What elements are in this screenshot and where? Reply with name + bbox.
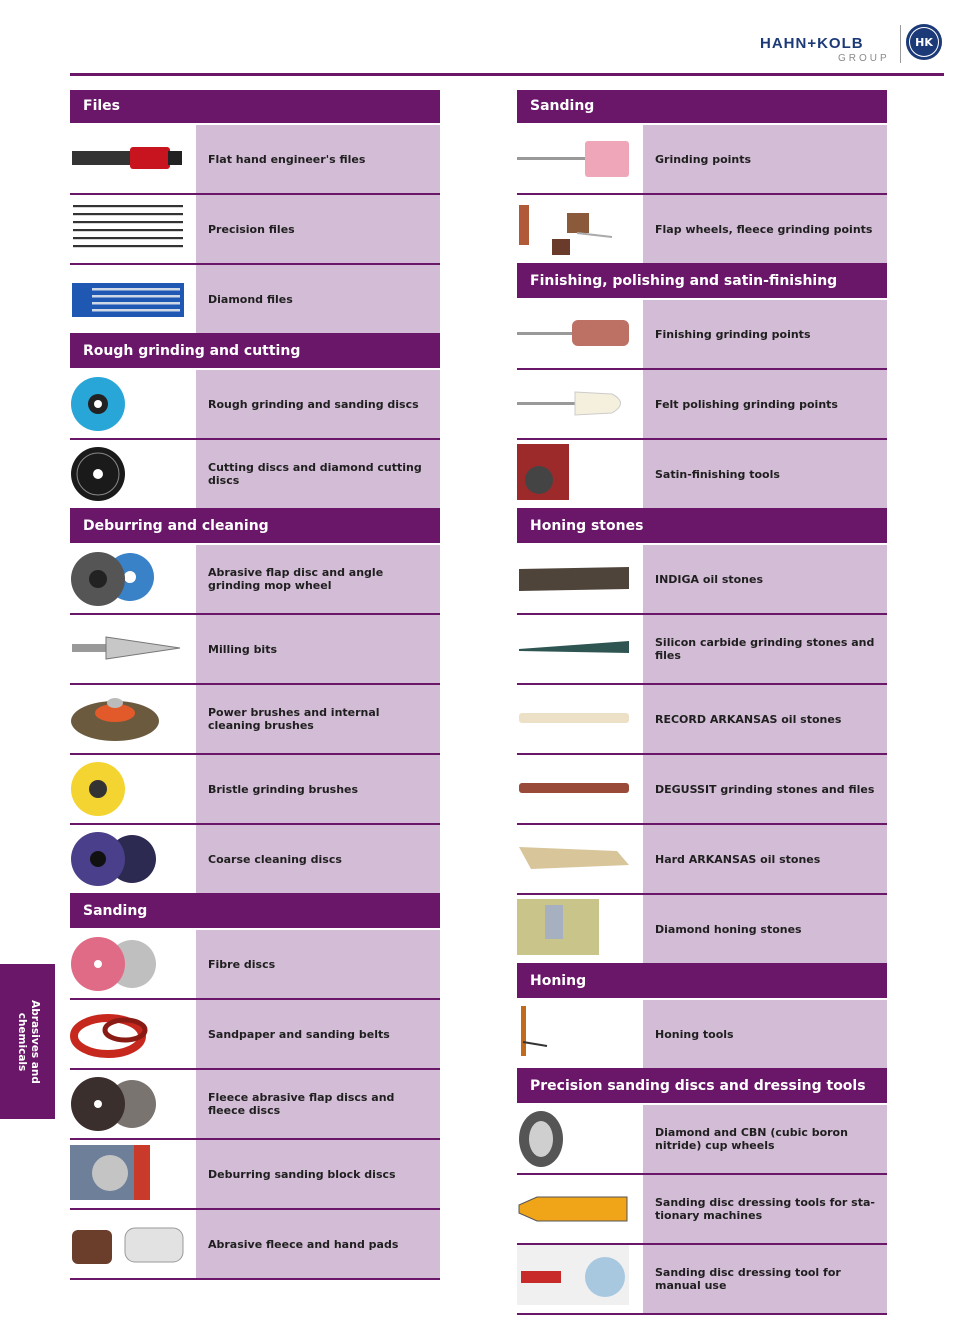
product-thumbnail <box>70 125 195 193</box>
file-handle-icon <box>70 125 195 193</box>
honing-tool-icon <box>517 1000 642 1068</box>
product-row[interactable] <box>70 440 440 510</box>
row-divider <box>70 1278 440 1280</box>
diamond-disc-icon <box>70 440 195 508</box>
product-thumbnail <box>70 440 195 508</box>
product-row[interactable] <box>70 545 440 615</box>
chapter-tab-label: Abrasives and chemicals <box>15 999 41 1084</box>
row-divider <box>70 508 440 510</box>
product-label[interactable]: Diamond and CBN (cubic boron nitride) cup wheels <box>643 1105 887 1173</box>
product-thumbnail <box>70 825 195 893</box>
felt-point-icon <box>517 370 642 438</box>
sanding-belt-icon <box>70 1000 195 1068</box>
fleece-disc-icon <box>70 1070 195 1138</box>
product-label[interactable]: Satin-finishing tools <box>643 440 887 508</box>
section-heading: Deburring and cleaning <box>70 510 440 543</box>
satin-tool-icon <box>517 440 642 508</box>
product-row[interactable] <box>517 615 887 685</box>
section-heading: Sanding <box>517 90 887 123</box>
product-thumbnail <box>517 440 642 508</box>
left-column <box>70 90 440 1280</box>
right-column <box>517 90 887 1315</box>
product-label[interactable]: Power brushes and internal cleaning brushes <box>196 685 440 753</box>
product-row[interactable] <box>517 1175 887 1245</box>
section-heading: Files <box>70 90 440 123</box>
oil-stone-icon <box>517 545 642 613</box>
product-label[interactable]: Fibre discs <box>196 930 440 998</box>
product-thumbnail <box>517 1175 642 1243</box>
product-label[interactable]: RECORD ARKANSAS oil stones <box>643 685 887 753</box>
product-thumbnail <box>70 265 195 333</box>
product-label[interactable]: Abrasive fleece and hand pads <box>196 1210 440 1278</box>
product-row[interactable] <box>70 755 440 825</box>
product-thumbnail <box>517 300 642 368</box>
dresser-icon <box>517 1175 642 1243</box>
product-label[interactable]: Sanding disc dressing tools for sta-tionary machines <box>643 1175 887 1243</box>
product-thumbnail <box>517 685 642 753</box>
row-divider <box>517 1068 887 1070</box>
product-row[interactable] <box>517 370 887 440</box>
product-label[interactable]: Flap wheels, fleece grinding points <box>643 195 887 263</box>
product-thumbnail <box>70 1000 195 1068</box>
sanding-machine-icon <box>70 1140 195 1208</box>
row-divider <box>517 963 887 965</box>
product-label[interactable]: Flat hand engineer's files <box>196 125 440 193</box>
product-thumbnail <box>517 1000 642 1068</box>
product-row[interactable] <box>517 755 887 825</box>
product-label[interactable]: Deburring sanding block discs <box>196 1140 440 1208</box>
product-row[interactable] <box>517 125 887 195</box>
product-thumbnail <box>70 1140 195 1208</box>
product-row[interactable] <box>517 300 887 370</box>
product-label[interactable]: Sanding disc dressing tool for manual use <box>643 1245 887 1313</box>
product-label[interactable]: Diamond files <box>196 265 440 333</box>
product-label[interactable]: Honing tools <box>643 1000 887 1068</box>
product-thumbnail <box>517 755 642 823</box>
product-label[interactable]: Milling bits <box>196 615 440 683</box>
arkansas-stone-icon <box>517 685 642 753</box>
product-row[interactable] <box>70 825 440 895</box>
diamond-file-set-icon <box>70 265 195 333</box>
row-divider <box>70 333 440 335</box>
product-label[interactable]: Grinding points <box>643 125 887 193</box>
bristle-brush-icon <box>70 755 195 823</box>
section-heading: Precision sanding discs and dressing tools <box>517 1070 887 1103</box>
product-thumbnail <box>517 1105 642 1173</box>
section-heading: Rough grinding and cutting <box>70 335 440 368</box>
hand-pad-icon <box>70 1210 195 1278</box>
product-row[interactable] <box>70 265 440 335</box>
manual-dresser-icon <box>517 1245 642 1313</box>
product-thumbnail <box>70 615 195 683</box>
header-rule <box>70 73 944 76</box>
product-row[interactable] <box>517 1105 887 1175</box>
product-label[interactable]: Precision files <box>196 195 440 263</box>
row-divider <box>70 893 440 895</box>
product-thumbnail <box>517 895 642 963</box>
product-row[interactable] <box>517 440 887 510</box>
product-label[interactable]: DEGUSSIT grinding stones and files <box>643 755 887 823</box>
flap-disc-icon <box>70 545 195 613</box>
product-row[interactable] <box>70 615 440 685</box>
product-thumbnail <box>70 685 195 753</box>
brand-logo <box>760 22 946 68</box>
product-row[interactable] <box>70 930 440 1000</box>
product-label[interactable]: Diamond honing stones <box>643 895 887 963</box>
product-label[interactable]: Hard ARKANSAS oil stones <box>643 825 887 893</box>
section-heading: Finishing, polishing and satin-finishing <box>517 265 887 298</box>
grinding-disc-icon <box>70 370 195 438</box>
cleaning-disc-icon <box>70 825 195 893</box>
product-label[interactable]: Silicon carbide grinding stones and files <box>643 615 887 683</box>
fibre-disc-icon <box>70 930 195 998</box>
section-heading: Sanding <box>70 895 440 928</box>
wire-brush-icon <box>70 685 195 753</box>
row-divider <box>517 263 887 265</box>
row-divider <box>517 508 887 510</box>
product-label[interactable]: Abrasive flap disc and angle grinding mop wheel <box>196 545 440 613</box>
product-row[interactable] <box>517 195 887 265</box>
grinding-point-icon <box>517 125 642 193</box>
finishing-point-icon <box>517 300 642 368</box>
needle-files-icon <box>70 195 195 263</box>
product-thumbnail <box>517 370 642 438</box>
hard-arkansas-icon <box>517 825 642 893</box>
degussit-stone-icon <box>517 755 642 823</box>
product-row[interactable] <box>70 685 440 755</box>
product-thumbnail <box>517 125 642 193</box>
section-heading: Honing stones <box>517 510 887 543</box>
product-row[interactable] <box>517 1000 887 1070</box>
sic-stone-icon <box>517 615 642 683</box>
product-row[interactable] <box>517 545 887 615</box>
product-label[interactable]: Coarse cleaning discs <box>196 825 440 893</box>
product-thumbnail <box>70 755 195 823</box>
cup-wheel-icon <box>517 1105 642 1173</box>
product-thumbnail <box>517 1245 642 1313</box>
product-label[interactable]: Finishing grinding points <box>643 300 887 368</box>
product-row[interactable] <box>517 1245 887 1315</box>
product-row[interactable] <box>70 195 440 265</box>
product-thumbnail <box>70 370 195 438</box>
product-thumbnail <box>70 930 195 998</box>
product-row[interactable] <box>70 370 440 440</box>
product-thumbnail <box>70 195 195 263</box>
product-thumbnail <box>70 1070 195 1138</box>
product-thumbnail <box>70 545 195 613</box>
section-heading: Honing <box>517 965 887 998</box>
product-thumbnail <box>517 825 642 893</box>
brand-sub: GROUP <box>838 53 890 64</box>
product-label[interactable]: Cutting discs and diamond cutting discs <box>196 440 440 508</box>
product-row[interactable] <box>517 895 887 965</box>
product-row[interactable] <box>70 1000 440 1070</box>
product-label[interactable]: Bristle grinding brushes <box>196 755 440 823</box>
row-divider <box>517 1313 887 1315</box>
product-row[interactable] <box>70 125 440 195</box>
product-label[interactable]: Sandpaper and sanding belts <box>196 1000 440 1068</box>
product-row[interactable] <box>70 1210 440 1280</box>
product-label[interactable]: INDIGA oil stones <box>643 545 887 613</box>
flap-wheel-icon <box>517 195 642 263</box>
logo-divider <box>900 25 901 63</box>
product-row[interactable] <box>70 1070 440 1140</box>
product-thumbnail <box>517 615 642 683</box>
product-label[interactable]: Rough grinding and sanding discs <box>196 370 440 438</box>
product-label[interactable]: Fleece abrasive flap discs and fleece discs <box>196 1070 440 1138</box>
brand-badge: HK <box>906 24 942 60</box>
diamond-hone-icon <box>517 895 642 963</box>
product-label[interactable]: Felt polishing grinding points <box>643 370 887 438</box>
product-thumbnail <box>517 545 642 613</box>
product-row[interactable] <box>517 825 887 895</box>
product-thumbnail <box>70 1210 195 1278</box>
product-row[interactable] <box>70 1140 440 1210</box>
product-thumbnail <box>517 195 642 263</box>
brand-name: HAHN+KOLB <box>760 35 864 52</box>
chapter-tab[interactable] <box>0 964 55 1119</box>
milling-bit-icon <box>70 615 195 683</box>
product-row[interactable] <box>517 685 887 755</box>
